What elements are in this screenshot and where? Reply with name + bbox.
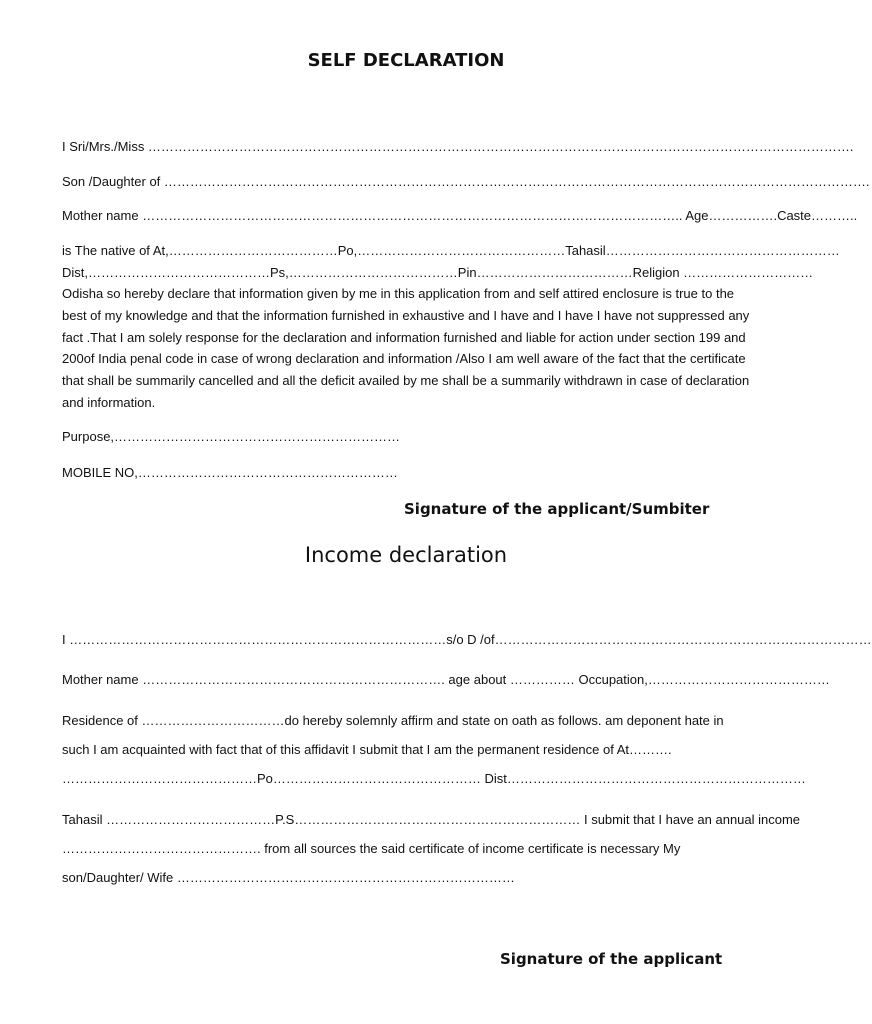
self-declaration-title: SELF DECLARATION [307, 50, 505, 71]
mobile-line: MOBILE NO,…………………………………………………… [62, 465, 398, 480]
income-declaration-title: Income declaration [304, 543, 508, 567]
declaration-body: Odisha so hereby declare that information given by me in this application from and self attired enclosure is true to the best of my knowledge and that the information furnished in exhaustive and I have and I have I have not suppressed any fact .That I am solely response for the declaration and information furnished and liable for action under section 199 and 200of India penal code in case of wrong declaration and information /Also I am well aware of the fact that the certificate that shall be summarily cancelled and all the deficit availed by me shall be a summarily withdrawn in case of declaration and information. [62, 286, 750, 410]
income-name-line: I ……………………………………………………………………………s/o D /of…………………………………………………………………………… [62, 632, 872, 647]
income-po-dist-line: ………………………………………Po………………………………………… Dist…………………………………………………………… [62, 771, 806, 786]
name-line: I Sri/Mrs./Miss ………………………………………………………………………………………………………………………………………………. [62, 139, 854, 154]
income-affidavit-line: such I am acquainted with fact that of this affidavit I submit that I am the permanent residence of At………. [62, 742, 672, 757]
mother-age-caste-line: Mother name …………………………………………………………………………………………………………….. Age…………….Caste……….. [62, 208, 858, 223]
income-residence-line: Residence of ……………………………do hereby solemnly affirm and state on oath as follows. am deponent hate in [62, 713, 724, 728]
purpose-line: Purpose,………………………………………………………… [62, 429, 401, 444]
income-sources-line: ………………………………………. from all sources the said certificate of income certificate is necessary My [62, 841, 681, 856]
income-mother-line: Mother name ……………………………………………………………. age about …………… Occupation,…………………………………… [62, 672, 830, 687]
income-tahasil-line: Tahasil …………………………………P.S………………………………………………………… I submit that I have an annual income [62, 812, 801, 827]
district-religion-line: Dist,……………………………………Ps,…………………………………Pin………………………………Religion ………………………… [62, 265, 814, 280]
native-address-line: is The native of At,…………………………………Po,…………………………………………Tahasil……………………………………………… [62, 243, 840, 258]
income-signature-label: Signature of the applicant [500, 950, 723, 968]
applicant-signature-label: Signature of the applicant/Sumbiter [404, 500, 710, 518]
income-relation-line: son/Daughter/ Wife …………………………………………………………………… [62, 870, 515, 885]
parent-line: Son /Daughter of ………………………………………………………………………………………………………………………………………………. [62, 174, 870, 189]
